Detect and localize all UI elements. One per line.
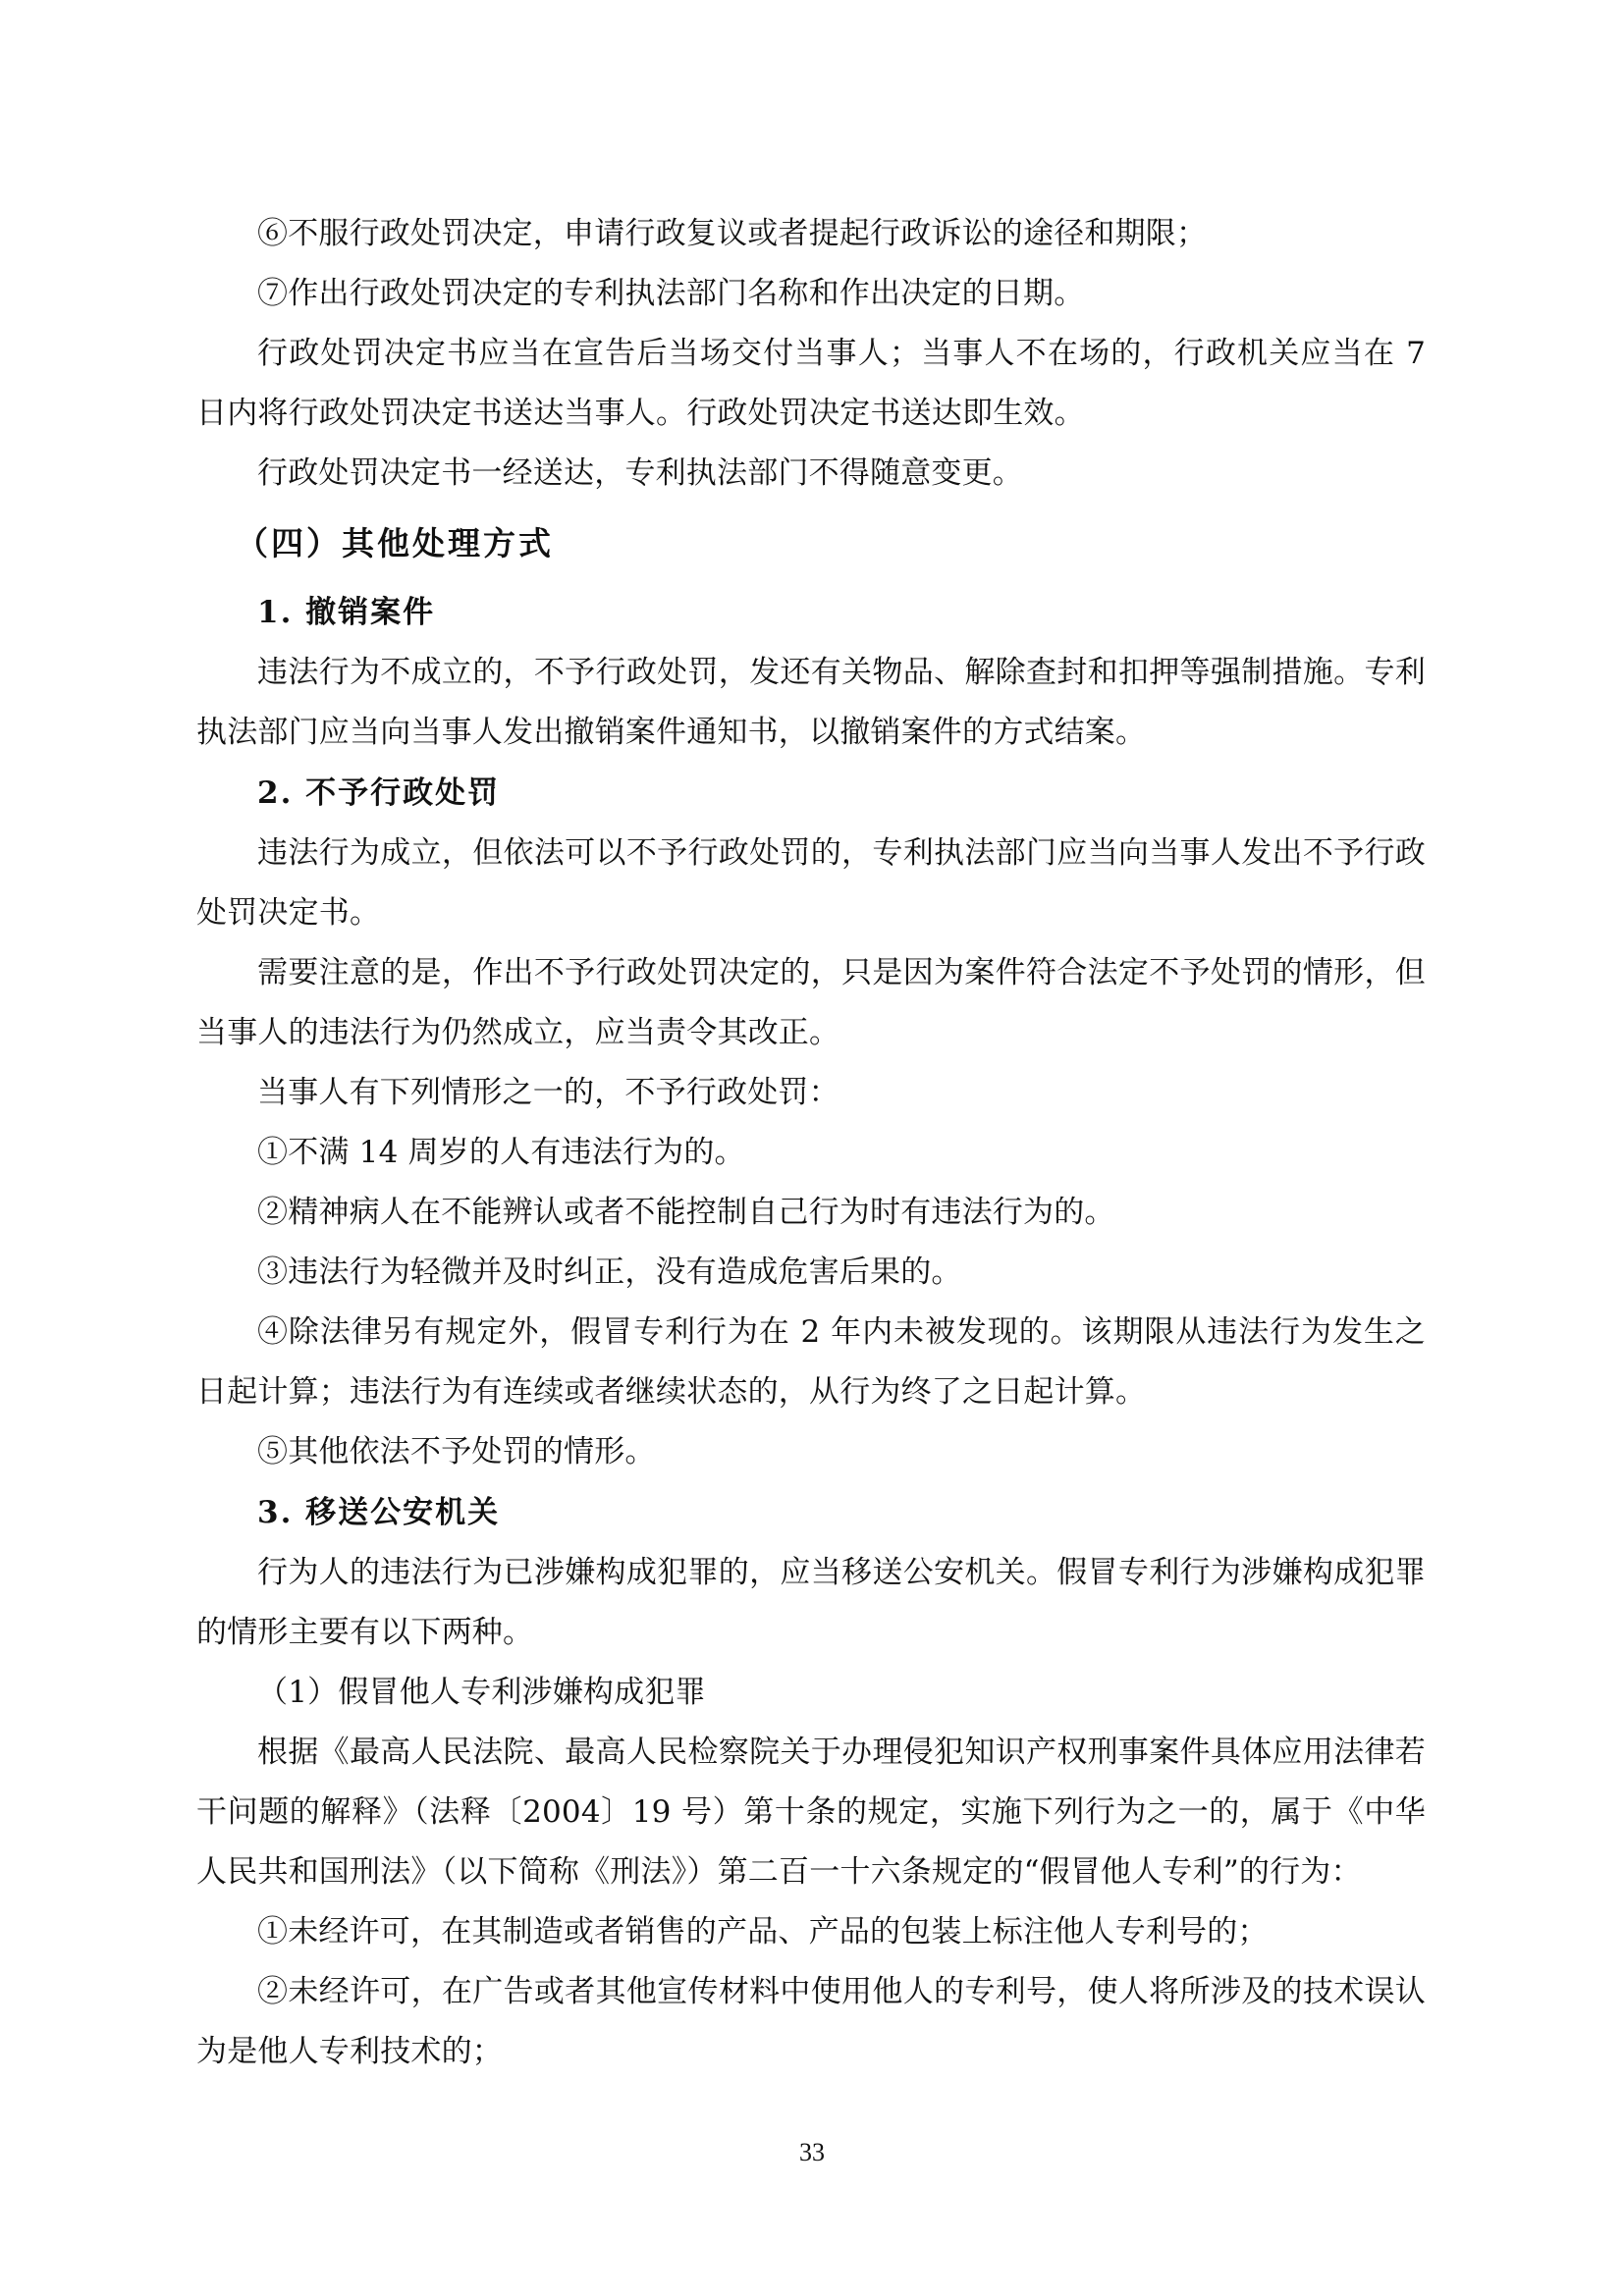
list-item: ⑥不服行政处罚决定，申请行政复议或者提起行政诉讼的途径和期限； [257, 216, 1208, 251]
list-item: ②精神病人在不能辨认或者不能控制自己行为时有违法行为的。 [257, 1195, 1115, 1230]
paragraph: 需要注意的是，作出不予行政处罚决定的，只是因为案件符合法定不予处罚的情形，但当事人的违法行为仍然成立，应当责令其改正。 [196, 955, 1426, 1050]
list-item: ⑤其他依法不予处罚的情形。 [257, 1434, 656, 1469]
list-item: ③违法行为轻微并及时纠正，没有造成危害后果的。 [257, 1255, 962, 1290]
subsection-heading: 3. 移送公安机关 [257, 1495, 501, 1530]
subsection-heading: 2. 不予行政处罚 [257, 775, 501, 811]
paragraph: 违法行为不成立的，不予行政处罚，发还有关物品、解除查封和扣押等强制措施。专利执法部门应当向当事人发出撤销案件通知书，以撤销案件的方式结案。 [196, 655, 1426, 750]
subsection-heading: 1. 撤销案件 [257, 595, 436, 630]
document-body [196, 204, 1426, 2082]
list-item: ⑦作出行政处罚决定的专利执法部门名称和作出决定的日期。 [257, 276, 1085, 311]
list-item: ②未经许可，在广告或者其他宣传材料中使用他人的专利号，使人将所涉及的技术误认为是他人专利技术的； [196, 1974, 1426, 2069]
paragraph: 违法行为成立，但依法可以不予行政处罚的，专利执法部门应当向当事人发出不予行政处罚决定书。 [196, 835, 1426, 931]
paragraph: （1）假冒他人专利涉嫌构成犯罪 [257, 1675, 706, 1710]
paragraph: 行为人的违法行为已涉嫌构成犯罪的，应当移送公安机关。假冒专利行为涉嫌构成犯罪的情形主要有以下两种。 [196, 1555, 1426, 1650]
section-heading: （四）其他处理方式 [236, 524, 554, 562]
paragraph: 当事人有下列情形之一的，不予行政处罚： [257, 1075, 839, 1110]
list-item: ④除法律另有规定外，假冒专利行为在 2 年内未被发现的。该期限从违法行为发生之日起计算；违法行为有连续或者继续状态的，从行为终了之日起计算。 [196, 1314, 1426, 1410]
paragraph: 行政处罚决定书一经送达，专利执法部门不得随意变更。 [257, 455, 1023, 491]
list-item: ①未经许可，在其制造或者销售的产品、产品的包装上标注他人专利号的； [257, 1914, 1269, 1949]
paragraph: 行政处罚决定书应当在宣告后当场交付当事人；当事人不在场的，行政机关应当在 7 日内将行政处罚决定书送达当事人。行政处罚决定书送达即生效。 [196, 336, 1426, 431]
list-item: ①不满 14 周岁的人有违法行为的。 [257, 1135, 745, 1170]
page-number: 33 [799, 2138, 825, 2166]
paragraph: 根据《最高人民法院、最高人民检察院关于办理侵犯知识产权刑事案件具体应用法律若干问题的解释》（法释〔2004〕19 号）第十条的规定，实施下列行为之一的，属于《中华人民共和国刑法》（以下简称《刑法》）第二百一十六条规定的“假冒他人专利”的行为： [196, 1735, 1426, 1890]
